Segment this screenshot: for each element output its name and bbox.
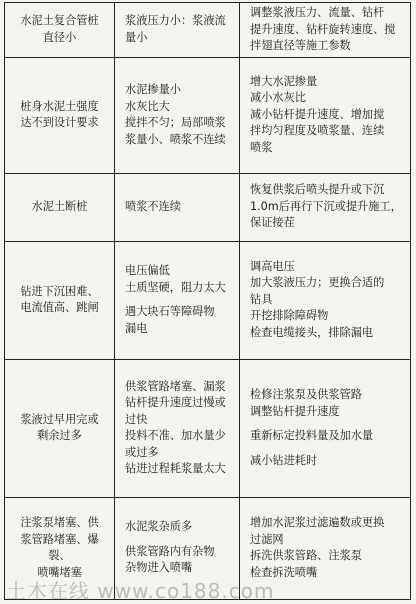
problem-cell: [5, 57, 115, 173]
table-row: [5, 3, 411, 58]
measure-cell: [240, 359, 411, 497]
problem-line: 水泥土复合管桩: [20, 14, 99, 28]
measure-line: 增加水泥浆过滤遍数或更换: [250, 516, 385, 529]
measure-line: 1.0m后再行下沉或提升施工，: [250, 199, 402, 213]
measure-line: 提升速度、钻杆旋转速度、搅: [250, 22, 396, 36]
measure-line: [250, 420, 405, 428]
cause-line: 钻杆提升速度过慢或: [125, 396, 226, 409]
measure-line: 减小钻进耗时: [250, 453, 318, 467]
measure-line: 保证接茬: [250, 216, 295, 230]
cause-line: 过快: [125, 412, 148, 426]
measure-line: 检修注浆泵及供浆管路: [250, 388, 362, 401]
measure-cell: [240, 241, 411, 359]
cause-line: 投料不准、加水量少: [125, 429, 226, 442]
cause-cell: [115, 359, 240, 497]
table-row: [5, 57, 411, 173]
problem-line: 剩余过多: [37, 429, 82, 442]
cause-line: 量小: [125, 30, 148, 44]
measure-line: 调高电压: [250, 259, 295, 273]
cause-line: 浆量小、喷浆不连续: [125, 132, 226, 146]
cause-line: 浆液压力小：浆液流: [125, 14, 226, 28]
measure-line: 减小水灰比: [250, 91, 306, 105]
cause-line: 钻进过程耗浆量太大: [125, 462, 226, 475]
cause-line: 漏电: [125, 321, 148, 335]
cause-line: 水灰比大: [125, 99, 170, 113]
troubleshooting-table: [4, 2, 411, 600]
cause-cell: [115, 241, 240, 359]
cause-line: [125, 296, 234, 304]
problem-line: 直径小: [42, 30, 77, 44]
cause-line: 或过多: [125, 445, 159, 459]
measure-line: 检查电缆接头，排除漏电: [250, 325, 374, 339]
table-row: [5, 173, 411, 241]
problem-line: 浆管路堵塞、爆裂、: [20, 532, 99, 562]
cause-cell: [115, 173, 240, 241]
problem-cell: [5, 359, 115, 497]
problem-cell: [5, 3, 115, 58]
problem-line: 钻进下沉困难、: [20, 284, 99, 298]
cause-cell: [115, 57, 240, 173]
problem-cell: [5, 173, 115, 241]
measure-line: 喷浆: [250, 140, 273, 154]
measure-line: 拌翅直径等施工参数: [250, 39, 351, 52]
measure-cell: [240, 3, 411, 58]
cause-cell: [115, 3, 240, 58]
cause-line: 喷浆不连续: [125, 199, 181, 213]
measure-line: [250, 445, 405, 453]
measure-line: 钻具: [250, 292, 273, 306]
cause-line: 水泥浆杂质多: [125, 520, 193, 534]
measure-line: 调整钻杆提升速度: [250, 404, 340, 418]
cause-line: 杂物进入喷嘴: [125, 561, 193, 575]
measure-cell: [240, 173, 411, 241]
measure-line: 调整浆液压力、流量、钻杆: [250, 6, 385, 19]
measure-line: 增大水泥掺量: [250, 74, 318, 88]
measure-line: 恢复供浆后喷头提升或下沉: [250, 183, 385, 197]
problem-cell: [5, 241, 115, 359]
measure-line: 拌均匀程度及喷浆量、连续: [250, 124, 385, 138]
cause-line: 搅拌不匀；局部喷浆: [125, 116, 226, 129]
problem-line: 水泥土断桩: [31, 199, 88, 213]
problem-line: 电流值高、跳闸: [20, 301, 99, 314]
problem-line: 达不到设计要求: [20, 116, 99, 129]
cause-line: 供浆管路堵塞、漏浆: [125, 379, 226, 393]
problem-line: 浆液过早用完或: [20, 412, 99, 426]
table-row: [5, 241, 411, 359]
problem-line: 注浆泵堵塞、供: [20, 516, 99, 529]
measure-line: 加大浆液压力；更换合适的: [250, 276, 385, 290]
cause-line: 水泥掺量小: [125, 83, 181, 96]
table-body: [5, 3, 411, 600]
cause-line: [125, 536, 234, 544]
cause-line: 遇大块石等障碍物: [125, 305, 215, 318]
table-row: [5, 359, 411, 497]
measure-cell: [240, 57, 411, 173]
measure-line: 减小钻杆提升速度、增加搅: [250, 107, 385, 121]
cause-line: 电压偏低: [125, 264, 170, 277]
problem-line: 桩身水泥土强度: [20, 99, 99, 113]
measure-line: 拆洗供浆管路、注浆泵: [250, 549, 362, 562]
watermark: 土木在线 www.co188.com: [6, 579, 275, 603]
measure-line: 过滤网: [250, 532, 284, 546]
cause-line: 供浆管路内有杂物: [125, 544, 215, 558]
measure-line: 重新标定投料量及加水量: [250, 429, 374, 442]
cause-line: 土质坚硬，阻力太大: [125, 280, 226, 294]
problem-line: 喷嘴堵塞: [37, 565, 82, 579]
measure-line: 检查拆洗喷嘴: [250, 565, 318, 579]
measure-line: 开挖排除障碍物: [250, 309, 329, 323]
